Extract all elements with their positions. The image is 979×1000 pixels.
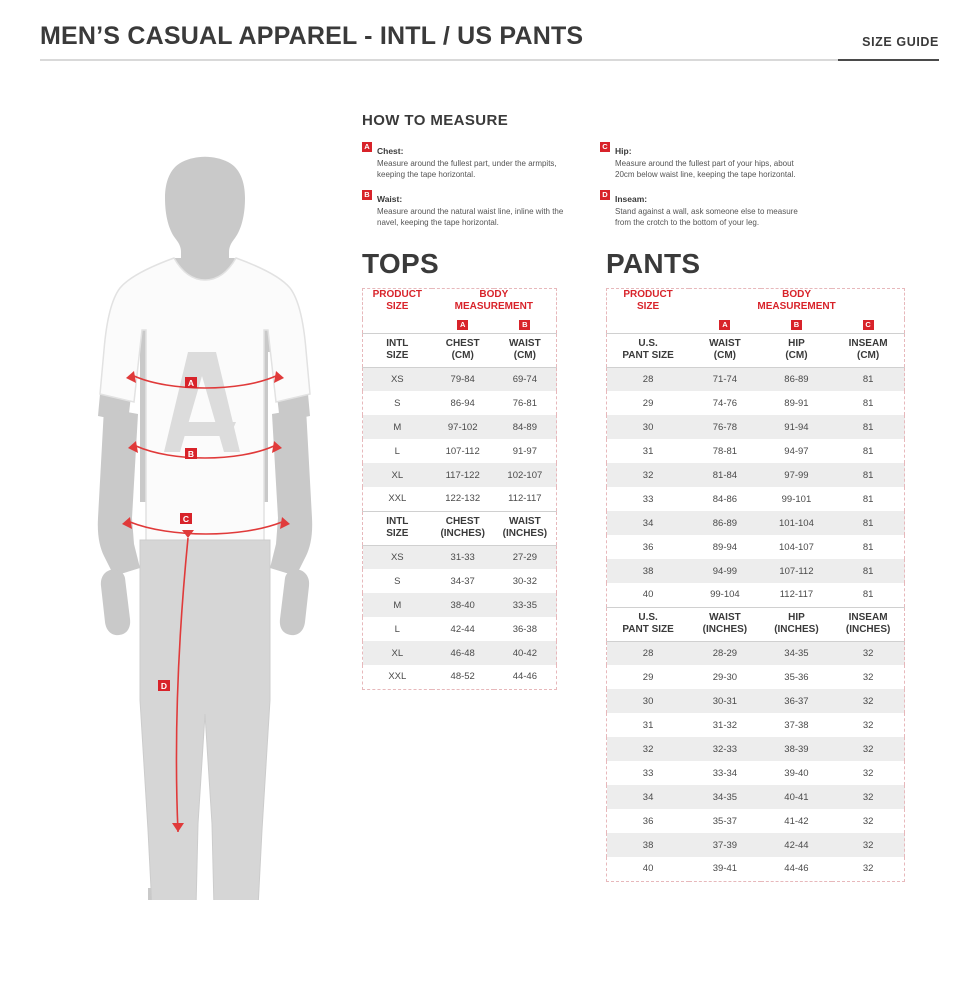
cell-inseam: 81 (862, 445, 874, 457)
measure-text-waist: Measure around the natural waist line, inline with the navel, keeping the tape horizontal. (377, 207, 564, 227)
cell-hip: 91-94 (761, 415, 833, 439)
cell-waist: 32-33 (689, 737, 761, 761)
pants-tag-empty (607, 319, 690, 333)
cell-waist: 35-37 (712, 815, 738, 827)
table-row (607, 665, 905, 689)
table-row (607, 857, 905, 881)
mannequin-illustration (70, 140, 340, 900)
cell-waist: 86-89 (689, 511, 761, 535)
cell-inseam: 32 (862, 671, 874, 683)
cell-inseam: 81 (832, 511, 904, 535)
cell-inseam: 32 (862, 863, 874, 875)
cell-hip: 99-101 (781, 493, 812, 505)
cell-size: 33 (642, 767, 654, 779)
cell-size: 40 (642, 589, 654, 601)
how-to-measure-title: HOW TO MEASURE (362, 112, 509, 129)
cell-size: 40 (642, 863, 654, 875)
header-row (40, 22, 939, 51)
cell-hip: 40-41 (761, 785, 833, 809)
table-row (363, 593, 557, 617)
cell-waist: 84-89 (494, 415, 557, 439)
cell-size: XL (363, 463, 432, 487)
measure-tag-b: B (362, 190, 372, 200)
cell-size: L (394, 445, 400, 457)
size-guide-label: SIZE GUIDE (862, 35, 939, 49)
page-title: MEN’S CASUAL APPAREL - INTL / US PANTS (40, 22, 584, 50)
pants-header-inseam-cm: INSEAM (CM) (832, 333, 904, 367)
measure-text-hip: Measure around the fullest part of your hips, about 20cm below waist line, keeping the tape horizontal. (615, 159, 796, 179)
cell-size: 32 (607, 463, 690, 487)
table-row (363, 391, 557, 415)
cell-inseam: 32 (862, 815, 874, 827)
pants-tag-waist: A (689, 319, 761, 333)
cell-hip: 101-104 (761, 511, 833, 535)
table-row (607, 689, 905, 713)
table-row (607, 439, 905, 463)
pants-group-product-size: PRODUCT SIZE (623, 289, 673, 312)
pants-header-size-in: U.S. PANT SIZE (607, 607, 690, 641)
cell-chest: 31-33 (432, 545, 494, 569)
measure-body-hip (615, 141, 810, 180)
cell-inseam: 32 (832, 737, 904, 761)
table-row (607, 367, 905, 391)
cell-chest: 86-94 (450, 397, 475, 409)
tops-group-body-measurement: BODY MEASUREMENT (454, 289, 533, 312)
measure-item-chest (362, 141, 572, 180)
cell-chest: 46-48 (432, 641, 494, 665)
table-row (607, 463, 905, 487)
tops-header-chest-cm: CHEST (CM) (432, 333, 494, 367)
tops-section (362, 248, 557, 690)
cell-size: L (394, 623, 400, 635)
table-row (607, 391, 905, 415)
table-row (607, 833, 905, 857)
cell-inseam: 81 (862, 493, 874, 505)
tops-group-header-row (363, 289, 557, 320)
cell-inseam: 81 (862, 397, 874, 409)
measure-item-hip (600, 141, 810, 180)
pants-section (606, 248, 905, 882)
cell-hip: 44-46 (784, 863, 809, 875)
tops-header-intl-size-in: INTL SIZE (363, 511, 432, 545)
how-to-measure-column-right (600, 141, 810, 237)
cell-hip: 89-91 (784, 397, 809, 409)
tops-tag-waist: B (494, 319, 557, 333)
cell-waist: 27-29 (494, 545, 557, 569)
svg-text:C: C (182, 514, 190, 524)
tops-header-chest-in: CHEST (INCHES) (432, 511, 494, 545)
measure-tag-c: C (600, 142, 610, 152)
cell-hip: 39-40 (784, 767, 809, 779)
cell-hip: 112-117 (779, 589, 814, 601)
cell-hip: 94-97 (784, 445, 809, 457)
cell-waist: 69-74 (494, 367, 557, 391)
cell-size: S (394, 575, 401, 587)
cell-hip: 107-112 (761, 559, 833, 583)
how-to-measure-column-left (362, 141, 572, 237)
pants-header-waist-cm: WAIST (CM) (689, 333, 761, 367)
cell-waist: 102-107 (494, 463, 557, 487)
table-row (607, 535, 905, 559)
cell-inseam: 81 (832, 367, 904, 391)
tops-group-product-size: PRODUCT SIZE (372, 289, 423, 312)
cell-waist: 76-81 (512, 397, 538, 409)
cell-waist: 112-117 (508, 493, 542, 505)
cell-size: XS (363, 367, 432, 391)
measure-label-waist: Waist: (377, 194, 403, 204)
cell-waist: 71-74 (689, 367, 761, 391)
cell-hip: 97-99 (761, 463, 833, 487)
tops-header-cm (363, 333, 557, 367)
cell-size: 31 (642, 719, 654, 731)
cell-waist: 89-94 (712, 541, 738, 553)
table-row (363, 665, 557, 689)
cell-chest: 42-44 (450, 623, 475, 635)
table-row (363, 367, 557, 391)
cell-inseam: 32 (862, 719, 874, 731)
pants-table (606, 288, 905, 882)
cell-waist: 31-32 (712, 719, 738, 731)
pants-group-header-row (607, 289, 905, 320)
cell-hip: 34-35 (761, 641, 833, 665)
measure-item-inseam (600, 189, 810, 228)
cell-inseam: 32 (832, 689, 904, 713)
measure-tag-d: D (600, 190, 610, 200)
table-row (363, 617, 557, 641)
cell-size: XS (363, 545, 432, 569)
cell-waist: 76-78 (689, 415, 761, 439)
table-row (363, 415, 557, 439)
cell-size: 29 (642, 671, 654, 683)
cell-waist: 33-34 (712, 767, 738, 779)
how-to-measure-columns (362, 141, 810, 237)
cell-hip: 36-37 (761, 689, 833, 713)
table-row (363, 439, 557, 463)
measure-body-waist (377, 189, 572, 228)
measure-body-chest (377, 141, 572, 180)
pants-tag-hip: B (761, 319, 833, 333)
cell-chest: 34-37 (450, 575, 475, 587)
cell-size: 29 (642, 397, 654, 409)
measure-label-hip: Hip: (615, 146, 632, 156)
pants-header-inseam-in: INSEAM (INCHES) (832, 607, 904, 641)
cell-waist: 28-29 (689, 641, 761, 665)
cell-chest: 38-40 (432, 593, 494, 617)
cell-chest: 107-112 (445, 445, 480, 457)
cell-hip: 104-107 (779, 541, 814, 553)
cell-waist: 94-99 (689, 559, 761, 583)
table-row (607, 559, 905, 583)
cell-size: 34 (607, 785, 690, 809)
cell-size: 31 (642, 445, 654, 457)
cell-size: 28 (607, 641, 690, 665)
cell-size: 38 (607, 833, 690, 857)
cell-waist: 84-86 (712, 493, 738, 505)
cell-waist: 30-31 (689, 689, 761, 713)
cell-waist: 39-41 (712, 863, 738, 875)
header-divider (40, 59, 939, 61)
tops-table (362, 288, 557, 690)
cell-hip: 42-44 (761, 833, 833, 857)
pants-header-hip-in: HIP (INCHES) (761, 607, 833, 641)
cell-size: XXL (388, 671, 407, 683)
cell-chest: 97-102 (432, 415, 494, 439)
cell-size: M (363, 415, 432, 439)
cell-size: 30 (607, 415, 690, 439)
tops-header-inches (363, 511, 557, 545)
table-row (607, 713, 905, 737)
tops-header-intl-size: INTL SIZE (363, 333, 432, 367)
pants-column-tag-row (607, 319, 905, 333)
cell-size: 30 (607, 689, 690, 713)
table-row (607, 785, 905, 809)
page-header (40, 22, 939, 61)
cell-inseam: 81 (832, 463, 904, 487)
svg-text:B: B (187, 449, 195, 459)
tops-column-tag-row (363, 319, 557, 333)
how-to-measure-section (362, 112, 810, 237)
measure-text-inseam: Stand against a wall, ask someone else to measure from the crotch to the bottom of your leg. (615, 207, 798, 227)
table-row (607, 737, 905, 761)
tops-header-waist-cm: WAIST (CM) (494, 333, 557, 367)
measure-tag-a: A (362, 142, 372, 152)
cell-size: 28 (607, 367, 690, 391)
cell-size: 32 (607, 737, 690, 761)
cell-waist: 36-38 (512, 623, 538, 635)
cell-size: S (394, 397, 401, 409)
cell-waist: 78-81 (712, 445, 738, 457)
table-row (363, 487, 557, 511)
pants-header-waist-in: WAIST (INCHES) (689, 607, 761, 641)
tops-header-waist-in: WAIST (INCHES) (494, 511, 557, 545)
table-row (607, 415, 905, 439)
cell-waist: 30-32 (512, 575, 538, 587)
svg-text:D: D (160, 681, 168, 691)
measure-label-chest: Chest: (377, 146, 404, 156)
cell-size: M (363, 593, 432, 617)
table-row (607, 761, 905, 785)
cell-hip: 41-42 (784, 815, 809, 827)
cell-inseam: 32 (832, 641, 904, 665)
cell-waist: 74-76 (712, 397, 738, 409)
measure-text-chest: Measure around the fullest part, under the armpits, keeping the tape horizontal. (377, 159, 557, 179)
table-row (363, 569, 557, 593)
cell-size: 36 (642, 815, 654, 827)
measure-item-waist (362, 189, 572, 228)
cell-waist: 91-97 (512, 445, 538, 457)
cell-chest: 48-52 (450, 671, 475, 683)
header-divider-accent (838, 59, 939, 61)
table-row (607, 511, 905, 535)
pants-header-size: U.S. PANT SIZE (607, 333, 690, 367)
pants-tag-inseam: C (832, 319, 904, 333)
cell-inseam: 32 (862, 767, 874, 779)
table-row (363, 545, 557, 569)
cell-inseam: 81 (832, 415, 904, 439)
pants-header-inches (607, 607, 905, 641)
tops-tag-empty (363, 319, 432, 333)
cell-waist: 34-35 (689, 785, 761, 809)
cell-waist: 37-39 (689, 833, 761, 857)
cell-inseam: 81 (862, 589, 874, 601)
cell-waist: 81-84 (689, 463, 761, 487)
table-row (607, 809, 905, 833)
cell-hip: 38-39 (761, 737, 833, 761)
cell-inseam: 81 (862, 541, 874, 553)
cell-size: 34 (607, 511, 690, 535)
table-row (363, 641, 557, 665)
tops-tag-chest: A (432, 319, 494, 333)
cell-chest: 79-84 (432, 367, 494, 391)
cell-size: 36 (642, 541, 654, 553)
cell-chest: 117-122 (432, 463, 494, 487)
table-row (607, 583, 905, 607)
measure-label-inseam: Inseam: (615, 194, 648, 204)
cell-chest: 122-132 (445, 493, 481, 505)
cell-waist: 29-30 (712, 671, 738, 683)
cell-waist: 99-104 (710, 589, 740, 601)
cell-hip: 86-89 (761, 367, 833, 391)
table-row (607, 487, 905, 511)
cell-waist: 44-46 (512, 671, 538, 683)
table-row (607, 641, 905, 665)
cell-waist: 33-35 (494, 593, 557, 617)
pants-group-body-measurement: BODY MEASUREMENT (757, 289, 836, 312)
cell-hip: 37-38 (784, 719, 809, 731)
cell-size: XXL (388, 493, 407, 505)
cell-inseam: 32 (832, 785, 904, 809)
cell-size: 33 (642, 493, 654, 505)
cell-waist: 40-42 (494, 641, 557, 665)
table-row (363, 463, 557, 487)
cell-inseam: 32 (832, 833, 904, 857)
measure-body-inseam (615, 189, 810, 228)
cell-hip: 35-36 (784, 671, 809, 683)
tops-title: TOPS (362, 248, 439, 279)
pants-title: PANTS (606, 248, 701, 279)
pants-header-cm (607, 333, 905, 367)
cell-size: XL (363, 641, 432, 665)
cell-inseam: 81 (832, 559, 904, 583)
pants-header-hip-cm: HIP (CM) (761, 333, 833, 367)
svg-text:A: A (187, 378, 195, 388)
cell-size: 38 (607, 559, 690, 583)
